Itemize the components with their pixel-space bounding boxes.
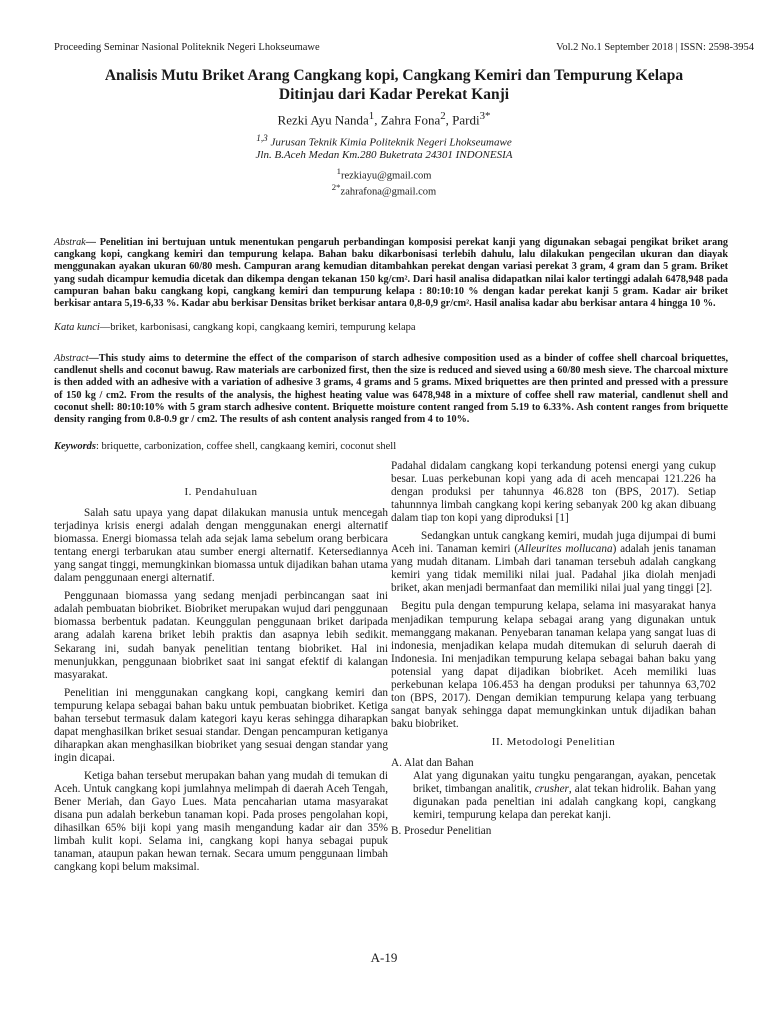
header-proceeding: Proceeding Seminar Nasional Politeknik Negeri Lhokseumawe — [54, 42, 320, 53]
paragraph: Penggunaan biomassa yang sedang menjadi perbincangan saat ini adalah pembuatan biobriket. Biobriket merupakan wujud dari penggunaan biomassa berbentuk padatan. Keunggulan penggunaan briket daripada arang adalah karena briket lebih praktis dan asapnya lebih sedikit. Sekarang ini, sudah banyak penelitian tentang biobriket. Hal ini menunjukkan, penggunaan biobriket saat ini sangat efektif di kalangan masyarakat. — [54, 590, 388, 681]
paragraph: Salah satu upaya yang dapat dilakukan manusia untuk mencegah terjadinya krisis energi adalah dengan menggunakan energi alternatif biomassa. Energi biomassa telah ada sejak lama sebelum orang berbicara tentang energi terbarukan atau sumber energi alternatif. Ketersediannya yang sangat tinggi, memungkinkan biomassa untuk dijadikan bahan utama dalam penggunaan energi alternatif. — [54, 507, 389, 585]
kata-kunci-label: Kata kunci — [54, 322, 100, 333]
author-2-sup: 2 — [440, 110, 446, 122]
email-2[interactable] — [0, 182, 768, 198]
left-column — [54, 482, 388, 879]
author-list — [0, 110, 768, 128]
subsection-alat-bahan: A. Alat dan Bahan — [391, 756, 474, 769]
email-2-text[interactable]: zahrafona@gmail.com — [340, 186, 437, 198]
affiliation-line-1 — [0, 133, 768, 149]
email-1-text[interactable]: rezkiayu@gmail.com — [340, 170, 432, 182]
abstrak-label: Abstrak — [54, 237, 86, 248]
affiliation-sup: 1,3 — [256, 133, 268, 143]
page-number: A-19 — [370, 950, 398, 965]
abstract-text: —This study aims to determine the effect of the comparison of starch adhesive composition used as a binder of coffee shell charcoal briquettes, candlenut shells and coconut bawug. Raw materials are carbonized first, then the size is reduced and sieved using a 60/80 mesh sieve. The charcoal mixture is then added with an adhesive with a variation of adhesive 3 grams, 4 grams and 5 grams. Mixed briquettes are then printed and pressed with a pressure of 150 kg / cm2. From the results of the analysis, the highest heating value was 6478,948 in a mixture of coffee shell raw material, candlenut shell and coconut shell: 80:10:10% with 5 gram starch adhesive content. Briquette moisture content ranged from 5.19 to 6.33%. Ash content ranges from briquette density ranging from 0.8-0.9 gr / cm2. The results of ash content analysis ranged from 4 to 10%. — [54, 353, 728, 426]
author-1: Rezki Ayu Nanda — [277, 112, 369, 128]
affiliation-line-2: Jln. B.Aceh Medan Km.280 Buketrata 24301 INDONESIA — [255, 149, 513, 161]
author-2: , Zahra Fona — [374, 112, 441, 128]
keywords — [54, 441, 728, 452]
paper-title — [60, 66, 728, 104]
abstract-english — [54, 353, 728, 426]
header-volume-issn: Vol.2 No.1 September 2018 | ISSN: 2598-3954 — [556, 42, 754, 53]
paragraph: Padahal didalam cangkang kopi terkandung potensi energi yang cukup besar. Luas perkebunan kopi yang ada di aceh mencapai 121.226 ha dengan produksi per tahunnya 46.828 ton (BPS, 2017). Setiap tahunnnya limbah cangkang kopi kering sebanyak 200 kg akan dibuang dalam tiap ton kopi yang diproduksi [1] — [391, 460, 716, 525]
abstrak-text: — Penelitian ini bertujuan untuk menentukan pengaruh perbandingan komposisi perekat kanji yang digunakan sebagai pengikat briket arang cangkang kopi, cangkang kemiri dan tempurung kelapa. Bahan baku dikarbonisasi terlebih dahulu, lalu dilakukan pengecilan ukuran dan diayak menggunakan ayakan ukuran 60/80 mesh. Campuran arang kemudian ditambahkan perekat dengan variasi perekat 3 gram, 4 gram dan 5 gram. Briket yang sudah dicampur kemudia dicetak dan dikempa dengan tekanan 150 kg/cm². Dari hasil analisa didapatkan nilai kalor tertinggi adalah 6478,948 pada campuran bahan baku cangkang kopi, cangkang kemiri dan tempurung kelapa : 80:10:10 % dengan kadar perekat kanji 5 gram. Kadar air briket berkisar antara 5,19-6,33 %. Kadar abu berkisar Densitas briket berkisar antara 0,8-0,9 gr/cm². Hasil analisa kadar abu berkisar antara 4 hingga 10 %. — [54, 237, 728, 310]
paragraph: Begitu pula dengan tempurung kelapa, selama ini masyarakat hanya menjadikan tempurung kelapa sebagai arang yang digunakan untuk memanggang makanan. Penyebaran tanaman kelapa yang sangat luas di indonesia, menjadikan kelapa mudah ditemukan di seluruh daerah di Indonesia. Ini menjadikan tempurung kelapa sebagai bahan baku yang potensial yang dapat dijadikan biobriket. Aceh memiliki luas perkebunan kelapa 106.453 ha dengan produksi per tahunnya 63,702 ton (BPS, 2017). Dengan demikian tempurung kelapa yang terbuang sangat banyak sehingga dapat memungkinkan untuk dijadikan bahan baku biobriket. — [391, 600, 716, 730]
section-heading-pendahuluan: I. Pendahuluan — [184, 486, 258, 498]
paragraph: Ketiga bahan tersebut merupakan bahan yang mudah di temukan di Aceh. Untuk cangkang kopi jumlahnya melimpah di daerah Aceh Tengah, Bener Meriah, dan Gayo Lues. Mata pencaharian utama masyarakat disana pun adalah berkebun tanaman kopi. Pada proses pengolahan kopi, dihasilkan 65% biji kopi yang masih mengandung kadar air dan 35% limbah kulit kopi. Selama ini, cangkang kopi hanya sebagai pupuk tanaman, ataupun pakan hewan ternak. Secara umum penggunaan limbah cangkang kopi belum maksimal. — [54, 769, 388, 874]
author-3: , Pardi — [445, 112, 480, 128]
email-1-sup: 1 — [336, 166, 341, 176]
species-name: Alleurites mollucana — [518, 543, 613, 556]
author-1-sup: 1 — [368, 110, 375, 122]
paragraph-text: Alat yang digunakan yaitu tungku pengarangan, ayakan, pencetak briket, timbangan analitik, — [413, 770, 716, 796]
keywords-text: : briquette, carbonization, coffee shell, cangkaang kemiri, coconut shell — [96, 441, 397, 452]
title-line-2: Ditinjau dari Kadar Perekat Kanji — [278, 86, 510, 103]
title-line-1: Analisis Mutu Briket Arang Cangkang kopi, Cangkang Kemiri dan Tempurung Kelapa — [104, 67, 684, 84]
paragraph — [391, 530, 716, 595]
abstrak-indonesian — [54, 237, 728, 310]
paragraph-text: Sedangkan untuk cangkang kemiri, mudah juga dijumpai di bumi Aceh ini. Tanaman kemiri ( — [391, 530, 716, 556]
term-crusher: crusher — [534, 783, 569, 796]
right-column — [391, 460, 716, 838]
section-heading-metodologi: II. Metodologi Penelitian — [491, 735, 616, 748]
email-2-sup: 2* — [331, 182, 341, 192]
subsection-prosedur: B. Prosedur Penelitian — [391, 825, 492, 838]
kata-kunci-text: —briket, karbonisasi, cangkang kopi, cangkaang kemiri, tempurung kelapa — [99, 322, 416, 333]
keywords-label: Keywords — [54, 441, 96, 452]
abstract-label: Abstract — [54, 353, 89, 364]
email-1[interactable] — [0, 166, 768, 182]
paragraph-text: ) adalah jenis tanaman yang mudah ditanam. Limbah dari tanaman tersebuh adalah cangkang kemiri yang tidak memiliki nilai jual. Padahal jika diolah menjadi briket, akan menjadi bermanfaat dan memiliki nilai jual yang tinggi [2]. — [391, 543, 716, 595]
kata-kunci — [54, 322, 728, 333]
paragraph-text: , alat tekan hidrolik. Bahan yang digunakan pada peneltian ini adalah cangkang kopi, cangkang kemiri, tempurung kelapa dan perekat kanji. — [413, 783, 716, 822]
paragraph — [413, 770, 716, 822]
paragraph: Penelitian ini menggunakan cangkang kopi, cangkang kemiri dan tempurung kelapa sebagai bahan baku untuk pembuatan biobriket. Ketiga bahan tersebut termasuk dalam kategori kayu keras sehingga diharapkan dapat menghasilkan briket sesuai standar. Dengan pencampuran ketiganya diharapkan akan menghasilkan biobriket yang sesuai dengan standar yang ingin dicapai. — [54, 686, 388, 764]
affiliation-dept: Jurusan Teknik Kimia Politeknik Negeri Lhokseumawe — [267, 136, 512, 149]
author-3-sup: 3* — [479, 110, 491, 122]
